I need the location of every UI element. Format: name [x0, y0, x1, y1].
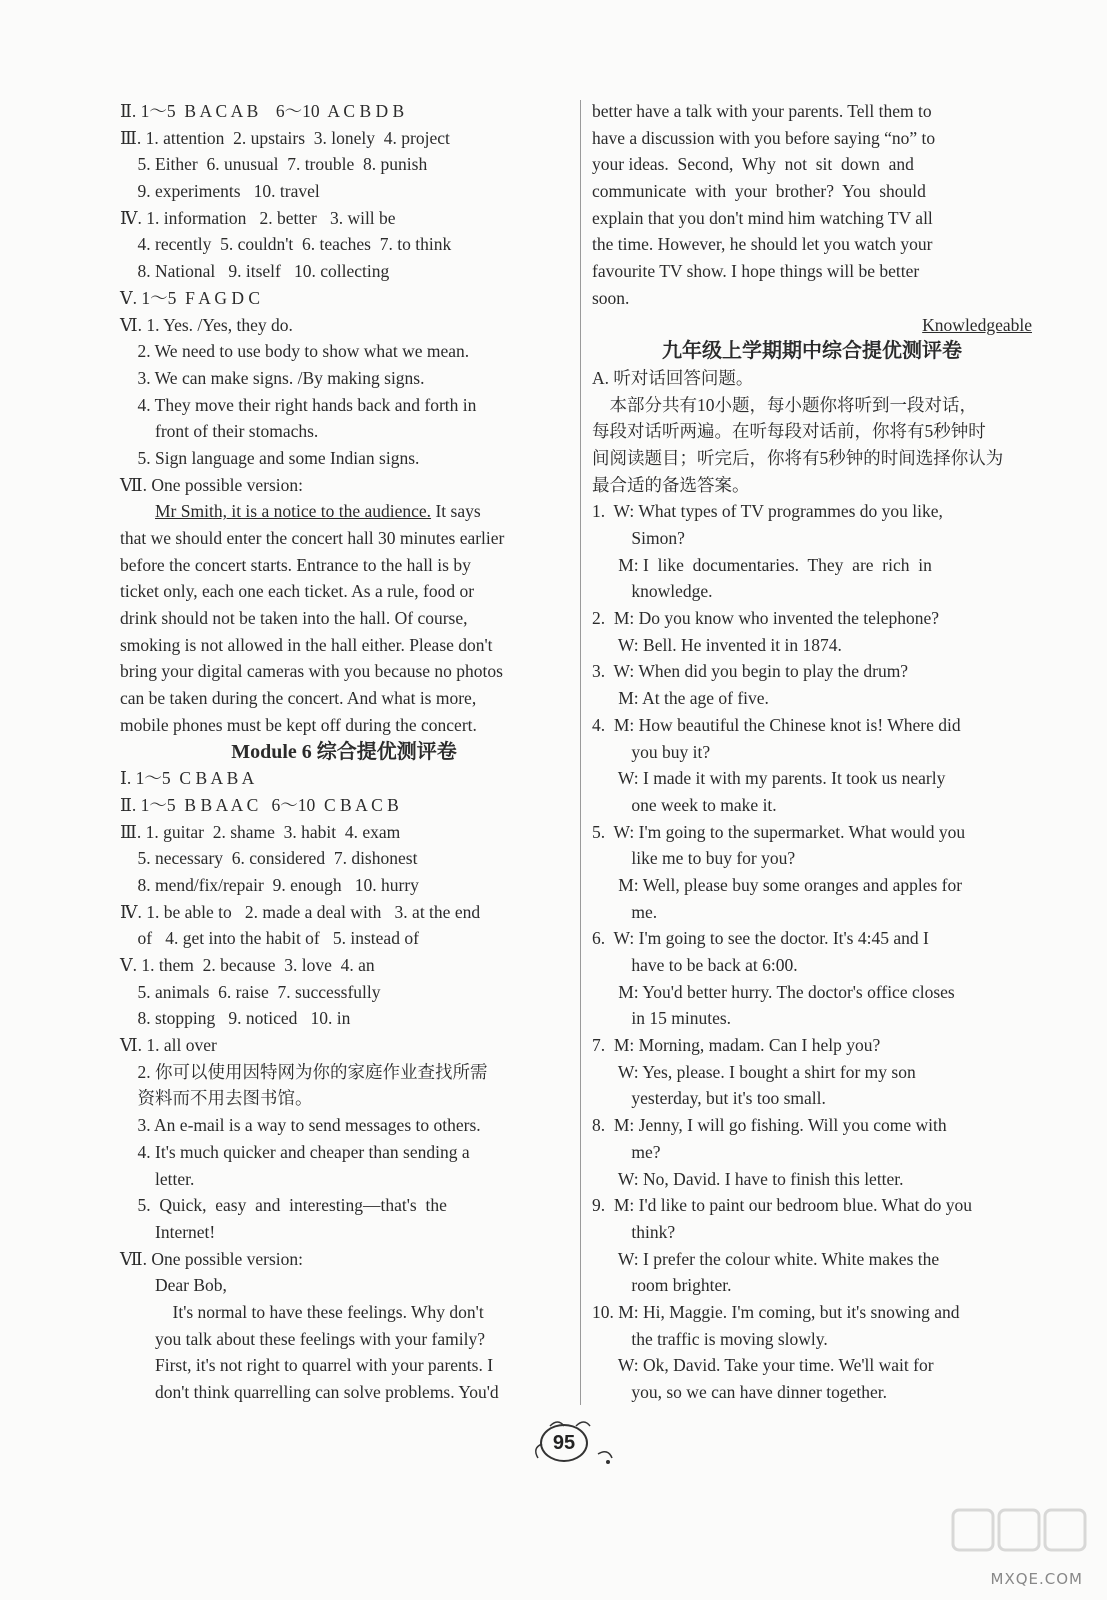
answer-line: Ⅱ. 1～5 B B A A C 6～10 C B A C B: [120, 794, 399, 815]
answer-line: Ⅳ. 1. be able to 2. made a deal with 3. at the end: [120, 901, 481, 922]
answer-line: bring your digital cameras with you because no photos: [120, 661, 503, 682]
answer-line: 5. Either 6. unusual 7. trouble 8. punish: [120, 154, 428, 175]
answer-line: 5. necessary 6. considered 7. dishonest: [120, 848, 418, 869]
dialogue-line: M: You'd better hurry. The doctor's office closes: [592, 981, 955, 1002]
answer-line: [120, 498, 568, 525]
answer-line: Ⅵ. 1. Yes. /Yes, they do.: [120, 314, 293, 335]
dialogue-line: W: Bell. He invented it in 1874.: [592, 634, 842, 655]
answer-line: Ⅲ. 1. attention 2. upstairs 3. lonely 4. project: [120, 127, 450, 148]
dialogue-line: yesterday, but it's too small.: [592, 1088, 826, 1109]
dialogue-line: W: I prefer the colour white. White makes the: [592, 1248, 940, 1269]
dialogue-line: me.: [592, 901, 658, 922]
answer-line: 4. They move their right hands back and forth in: [120, 394, 477, 415]
essay-line: explain that you don't mind him watching TV all: [592, 207, 933, 228]
answer-line: of 4. get into the habit of 5. instead of: [120, 928, 419, 949]
dialogue-line: 最合适的备选答案。: [592, 474, 750, 495]
answer-line: Ⅴ. 1. them 2. because 3. love 4. an: [120, 955, 375, 975]
dialogue-line: think?: [592, 1221, 676, 1242]
sentence-continuation: It says: [431, 501, 481, 522]
answer-line: First, it's not right to quarrel with your parents. I: [120, 1355, 494, 1376]
answer-line: Dear Bob,: [120, 1275, 227, 1296]
answer-line: don't think quarrelling can solve problems. You'd: [120, 1382, 499, 1402]
answer-line: can be taken during the concert. And what is more,: [120, 688, 477, 709]
answer-line: drink should not be taken into the hall. Of course,: [120, 608, 468, 629]
answer-line: before the concert starts. Entrance to the hall is by: [120, 554, 471, 575]
underlined-topic-sentence: Mr Smith, it is a notice to the audience.: [155, 501, 432, 522]
dialogue-line: M: At the age of five.: [592, 688, 769, 709]
essay-line: have a discussion with you before saying “no” to: [592, 127, 936, 148]
dialogue-line: 间阅读题目；听完后，你将有5秒钟的时间选择你认为: [592, 447, 1004, 468]
answer-line: 9. experiments 10. travel: [120, 181, 320, 202]
dialogue-line: M: I like documentaries. They are rich in: [592, 554, 932, 575]
answer-line: 8. mend/fix/repair 9. enough 10. hurry: [120, 874, 419, 895]
dialogue-line: me?: [592, 1141, 661, 1162]
answer-line: 3. We can make signs. /By making signs.: [120, 367, 425, 388]
answer-line: Internet!: [120, 1221, 216, 1242]
dialogue-line: the traffic is moving slowly.: [592, 1328, 828, 1349]
dialogue-line: W: No, David. I have to finish this letter.: [592, 1168, 904, 1189]
answer-line: you talk about these feelings with your family?: [120, 1328, 485, 1349]
answer-line: that we should enter the concert hall 30 minutes earlier: [120, 528, 505, 548]
answer-line: 2. 你可以使用因特网为你的家庭作业查找所需: [120, 1061, 488, 1082]
page-number-area: [520, 1418, 620, 1468]
dialogue-line: 本部分共有10小题，每小题你将听到一段对话，: [592, 394, 977, 415]
answer-line: 4. recently 5. couldn't 6. teaches 7. to think: [120, 234, 452, 255]
answer-line: front of their stomachs.: [120, 421, 319, 442]
dialogue-line: knowledge.: [592, 581, 713, 602]
exam-title: 九年级上学期期中综合提优测评卷: [662, 340, 962, 363]
answer-line: 8. stopping 9. noticed 10. in: [120, 1008, 351, 1029]
answer-line: Ⅰ. 1～5 C B A B A: [120, 768, 255, 789]
answer-line: ticket only, each one each ticket. As a rule, food or: [120, 581, 475, 602]
dialogue-line: W: Ok, David. Take your time. We'll wait for: [592, 1355, 934, 1376]
section-title: Module 6 综合提优测评卷: [231, 740, 457, 763]
dialogue-line: 9. M: I'd like to paint our bedroom blue. What do you: [592, 1195, 972, 1216]
answer-line: 5. animals 6. raise 7. successfully: [120, 981, 381, 1002]
dialogue-line: W: I made it with my parents. It took us nearly: [592, 768, 946, 789]
dialogue-line: have to be back at 6:00.: [592, 955, 798, 975]
dialogue-line: one week to make it.: [592, 794, 777, 815]
watermark-text: MXQE.COM: [990, 1570, 1083, 1588]
dialogue-line: 5. W: I'm going to the supermarket. What would you: [592, 821, 966, 842]
answer-line: 8. National 9. itself 10. collecting: [120, 261, 390, 282]
page-number: 95: [540, 1424, 588, 1462]
column-divider: [580, 100, 581, 1405]
answer-line: Ⅵ. 1. all over: [120, 1035, 217, 1056]
answer-line: It's normal to have these feelings. Why don't: [120, 1301, 484, 1322]
dialogue-line: A. 听对话回答问题。: [592, 367, 754, 388]
answer-line: Ⅳ. 1. information 2. better 3. will be: [120, 207, 396, 228]
answer-line: Ⅴ. 1～5 F A G D C: [120, 287, 261, 308]
answer-line: Ⅱ. 1～5 B A C A B 6～10 A C B D B: [120, 101, 405, 121]
answer-line: 资料而不用去图书馆。: [120, 1088, 313, 1109]
answer-line: 3. An e-mail is a way to send messages to others.: [120, 1115, 481, 1136]
dialogue-line: W: Yes, please. I bought a shirt for my son: [592, 1061, 916, 1082]
dialogue-line: like me to buy for you?: [592, 848, 796, 869]
dialogue-line: in 15 minutes.: [592, 1008, 732, 1029]
answer-line: 5. Sign language and some Indian signs.: [120, 447, 420, 468]
essay-line: favourite TV show. I hope things will be better: [592, 261, 920, 282]
answer-line: letter.: [120, 1168, 195, 1189]
dialogue-line: 6. W: I'm going to see the doctor. It's 4:45 and I: [592, 928, 929, 949]
answer-line: 2. We need to use body to show what we mean.: [120, 341, 470, 362]
left-column: [120, 98, 568, 1406]
dialogue-line: room brighter.: [592, 1275, 732, 1296]
dialogue-line: M: Well, please buy some oranges and apples for: [592, 874, 963, 895]
answer-line: mobile phones must be kept off during the concert.: [120, 714, 477, 735]
signature: Knowledgeable: [922, 314, 1032, 335]
dialogue-line: you, so we can have dinner together.: [592, 1382, 887, 1402]
answer-line: smoking is not allowed in the hall either. Please don't: [120, 634, 493, 655]
essay-line: the time. However, he should let you watch your: [592, 234, 933, 255]
dialogue-line: 1. W: What types of TV programmes do you like,: [592, 501, 943, 522]
dialogue-line: 每段对话听两遍。在听每段对话前，你将有5秒钟时: [592, 421, 986, 442]
dialogue-line: 7. M: Morning, madam. Can I help you?: [592, 1035, 881, 1056]
answer-line: Ⅲ. 1. guitar 2. shame 3. habit 4. exam: [120, 821, 401, 842]
dialogue-line: 8. M: Jenny, I will go fishing. Will you come with: [592, 1115, 947, 1136]
dialogue-line: Simon?: [592, 528, 685, 548]
dialogue-line: 2. M: Do you know who invented the telephone?: [592, 608, 940, 629]
right-column: [592, 98, 1032, 1406]
essay-line: communicate with your brother? You should: [592, 181, 926, 202]
dialogue-line: 10. M: Hi, Maggie. I'm coming, but it's snowing and: [592, 1301, 960, 1322]
essay-line: your ideas. Second, Why not sit down and: [592, 154, 914, 175]
answer-line: 4. It's much quicker and cheaper than sending a: [120, 1141, 470, 1162]
answer-line: Ⅶ. One possible version:: [120, 1248, 303, 1269]
answer-line: 5. Quick, easy and interesting—that's the: [120, 1195, 447, 1216]
dialogue-line: you buy it?: [592, 741, 711, 762]
essay-line: better have a talk with your parents. Tell them to: [592, 101, 932, 121]
dialogue-line: 3. W: When did you begin to play the drum?: [592, 661, 909, 682]
answer-line: Ⅶ. One possible version:: [120, 474, 303, 495]
dialogue-line: 4. M: How beautiful the Chinese knot is! Where did: [592, 714, 961, 735]
essay-line: soon.: [592, 287, 630, 308]
